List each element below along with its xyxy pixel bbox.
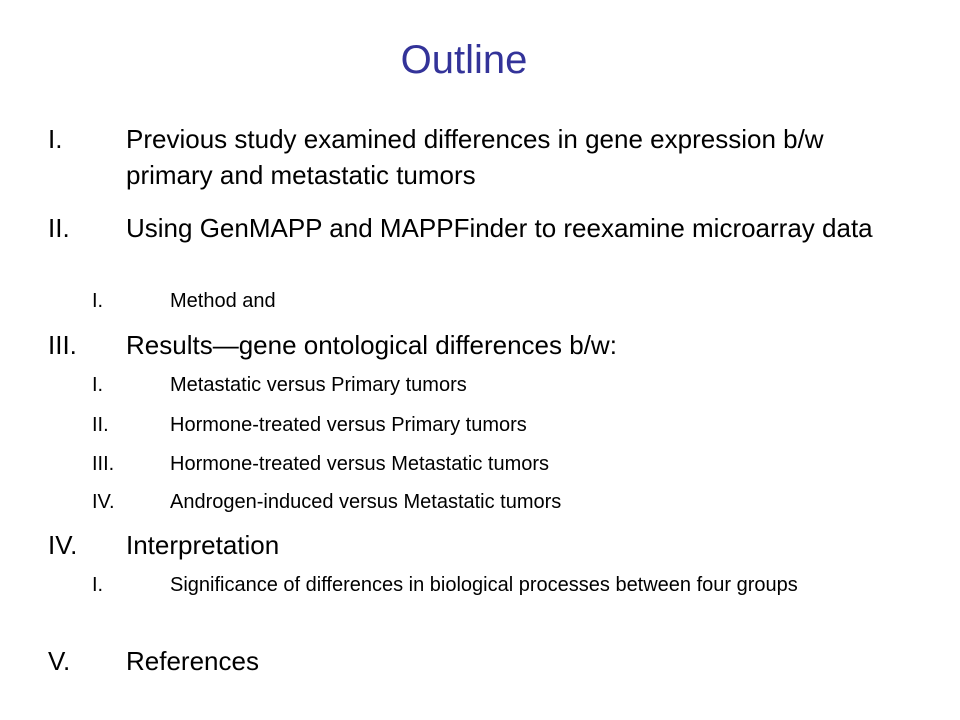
outline-text: Previous study examined differences in gene expression b/w primary and metastatic tumors xyxy=(126,124,824,190)
outline-text: Metastatic versus Primary tumors xyxy=(170,374,467,396)
outline-subitem-hormone-primary xyxy=(92,411,882,439)
outline-numeral: II. xyxy=(48,213,70,243)
outline-text: Hormone-treated versus Primary tumors xyxy=(170,414,527,436)
outline-subitem-method xyxy=(92,287,882,315)
outline-text: Results—gene ontological differences b/w: xyxy=(126,330,617,360)
outline-text: Hormone-treated versus Metastatic tumors xyxy=(170,453,550,475)
outline-text: References xyxy=(126,646,259,676)
outline-item-previous-study xyxy=(48,121,878,193)
outline-text: Method and xyxy=(170,290,276,312)
outline-numeral: I. xyxy=(92,374,104,396)
outline-numeral: V. xyxy=(48,646,71,676)
outline-numeral: III. xyxy=(92,453,115,475)
outline-text: Significance of differences in biological processes between four groups xyxy=(170,574,798,596)
outline-item-interpretation xyxy=(48,527,878,563)
outline-item-genmapp xyxy=(48,210,878,246)
outline-numeral: III. xyxy=(48,330,77,360)
outline-numeral: IV. xyxy=(48,530,78,560)
outline-item-results xyxy=(48,327,878,363)
outline-subitem-androgen-metastatic xyxy=(92,488,882,516)
outline-subitem-significance xyxy=(92,571,882,599)
outline-text: Using GenMAPP and MAPPFinder to reexamine microarray data xyxy=(126,213,873,243)
outline-text: Interpretation xyxy=(126,530,280,560)
outline-numeral: I. xyxy=(92,574,104,596)
outline-numeral: I. xyxy=(92,290,104,312)
outline-subitem-hormone-metastatic xyxy=(92,450,882,478)
outline-text: Androgen-induced versus Metastatic tumors xyxy=(170,491,562,513)
outline-numeral: IV. xyxy=(92,491,115,513)
outline-item-references xyxy=(48,643,878,679)
outline-numeral: II. xyxy=(92,414,109,436)
outline-numeral: I. xyxy=(48,124,63,154)
slide-title: Outline xyxy=(400,38,528,82)
outline-subitem-metastatic-primary xyxy=(92,371,882,399)
